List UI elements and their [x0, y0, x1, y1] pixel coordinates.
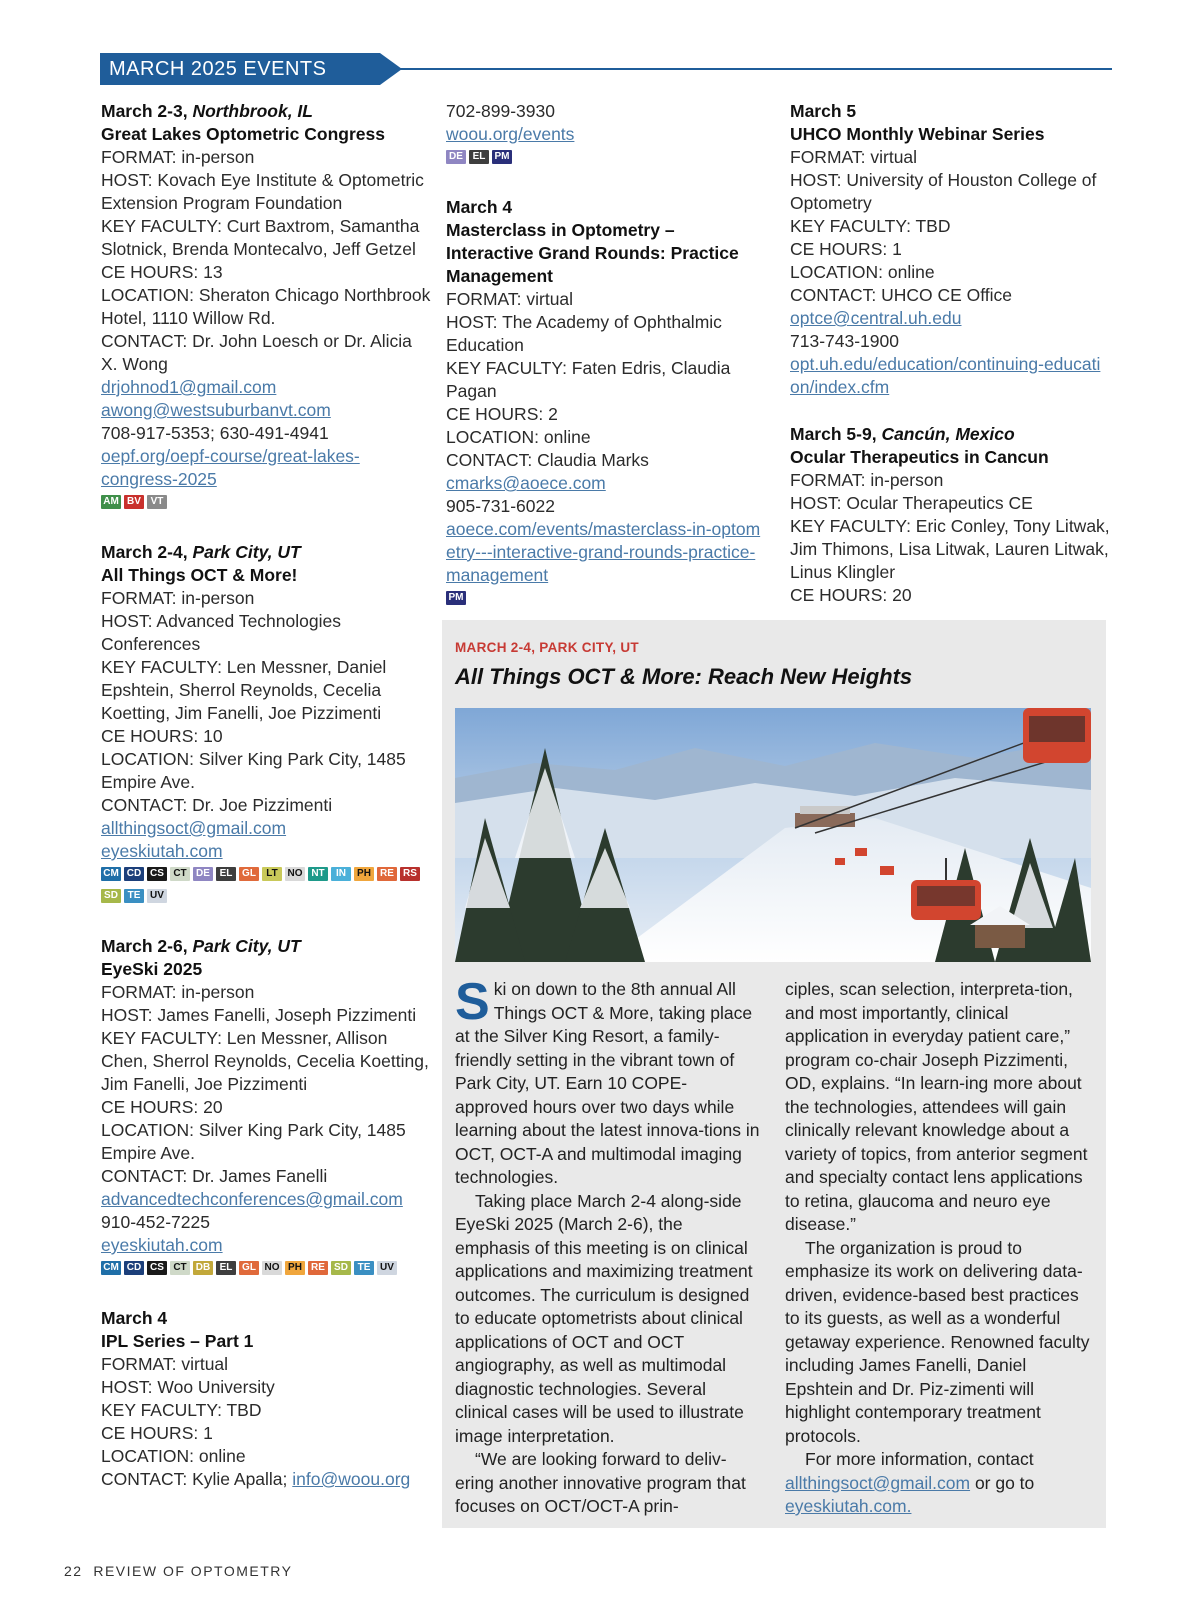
ce-badge-re: RE — [377, 867, 397, 881]
ce-badge-ct: CT — [170, 867, 190, 881]
ce-badge-el: EL — [216, 1261, 236, 1275]
event-email-link[interactable]: info@woou.org — [292, 1469, 411, 1489]
event-host: HOST: University of Houston College of Optometry — [790, 170, 1097, 213]
event-faculty: KEY FACULTY: Len Messner, Daniel Epshtein, Sherrol Reynolds, Cecelia Koetting, Jim Fanelli, Joe Pizzimenti — [101, 657, 387, 723]
ce-badge-ph: PH — [354, 867, 374, 881]
event-website-link[interactable]: eyeskiutah.com — [101, 1235, 223, 1255]
event-host: HOST: Woo University — [101, 1377, 275, 1397]
ce-badge-ct: CT — [170, 1261, 190, 1275]
event-phone: 910-452-7225 — [101, 1212, 210, 1232]
event-location: LOCATION: Silver King Park City, 1485 Empire Ave. — [101, 1120, 406, 1163]
ce-badge-cd: CD — [124, 1261, 144, 1275]
event-date: March 4 — [446, 197, 513, 217]
ce-badge-nt: NT — [308, 867, 328, 881]
section-header-rule — [396, 68, 1112, 70]
event-masterclass — [446, 196, 766, 613]
event-faculty: KEY FACULTY: Eric Conley, Tony Litwak, Jim Thimons, Lisa Litwak, Lauren Litwak, Linus Klingler — [790, 516, 1110, 582]
event-email-link[interactable]: awong@westsuburbanvt.com — [101, 400, 331, 420]
event-title: IPL Series – Part 1 — [101, 1331, 254, 1351]
event-badges — [101, 495, 431, 517]
feature-body-column-2 — [785, 978, 1090, 1519]
event-website-link[interactable]: eyeskiutah.com — [101, 841, 223, 861]
event-format: FORMAT: in-person — [790, 470, 944, 490]
event-contact: CONTACT: Kylie Apalla; info@woou.org — [101, 1469, 411, 1489]
feature-paragraph: “We are looking forward to deliv-ering another innovative program that focuses on OCT/OCT-A prin- — [455, 1449, 746, 1516]
ce-badge-el: EL — [469, 150, 489, 164]
event-phone: 708-917-5353; 630-491-4941 — [101, 423, 329, 443]
ce-badge-te: TE — [124, 889, 144, 903]
feature-paragraph: ciples, scan selection, interpreta-tion, and most importantly, clinical application in everyday patient care,” program co-chair Joseph Pizzimenti, OD, explains. “In learn-ing more about the technologies, attendees will gain clinically relevant knowledge about a variety of topics, from anterior segment and specialty contact lens applications to retina, glaucoma and neuro eye disease.” — [785, 979, 1088, 1234]
event-location: LOCATION: Silver King Park City, 1485 Empire Ave. — [101, 749, 406, 792]
events-column-2 — [446, 100, 766, 637]
event-great-lakes — [101, 100, 431, 517]
ce-badge-lt: LT — [262, 867, 282, 881]
feature-paragraph: The organization is proud to emphasize its work on delivering data-driven, evidence-based best practices to its guests, as well as a wonderful getaway experience. Renowned faculty including James Fanelli, Daniel Epshtein and Dr. Piz-zimenti will highlight contemporary treatment protocols. — [785, 1237, 1090, 1446]
feature-kicker: MARCH 2-4, PARK CITY, UT — [455, 640, 639, 655]
event-ce-hours: CE HOURS: 2 — [446, 404, 558, 424]
event-location: LOCATION: Sheraton Chicago Northbrook Hotel, 1110 Willow Rd. — [101, 285, 431, 328]
ce-badge-de: DE — [446, 150, 466, 164]
event-website-link[interactable]: opt.uh.edu/education/continuing-education/index.cfm — [790, 354, 1101, 397]
publication-name: REVIEW OF OPTOMETRY — [93, 1563, 293, 1579]
event-badges — [101, 1261, 431, 1283]
event-website-link[interactable]: woou.org/events — [446, 124, 575, 144]
section-header-label: MARCH 2025 EVENTS — [100, 53, 380, 85]
ce-badge-de: DE — [193, 867, 213, 881]
events-column-3 — [790, 100, 1110, 631]
event-faculty: KEY FACULTY: TBD — [790, 216, 951, 236]
event-format: FORMAT: in-person — [101, 147, 255, 167]
event-date: March 5-9, Cancún, Mexico — [790, 424, 1015, 444]
ce-badge-uv: UV — [147, 889, 167, 903]
feature-body-column-1 — [455, 973, 760, 1519]
event-email-link[interactable]: allthingsoct@gmail.com — [101, 818, 287, 838]
event-format: FORMAT: virtual — [446, 289, 574, 309]
ce-badge-pm: PM — [492, 150, 512, 164]
event-contact: CONTACT: Dr. Joe Pizzimenti — [101, 795, 333, 815]
ce-badge-in: IN — [331, 867, 351, 881]
event-ce-hours: CE HOURS: 1 — [101, 1423, 213, 1443]
ce-badge-ph: PH — [285, 1261, 305, 1275]
event-host: HOST: Advanced Technologies Conferences — [101, 611, 341, 654]
event-eyeski — [101, 935, 431, 1283]
event-contact: CONTACT: Dr. John Loesch or Dr. Alicia X. Wong — [101, 331, 412, 374]
event-date: March 5 — [790, 101, 857, 121]
ce-badge-sd: SD — [101, 889, 121, 903]
event-ipl-series — [101, 1307, 431, 1491]
event-host: HOST: Ocular Therapeutics CE — [790, 493, 1033, 513]
event-contact: CONTACT: Claudia Marks — [446, 450, 649, 470]
event-location: LOCATION: online — [101, 1446, 246, 1466]
feature-title: All Things OCT & More: Reach New Heights — [455, 664, 913, 689]
event-location: LOCATION: online — [790, 262, 935, 282]
feature-paragraph: Taking place March 2-4 along-side EyeSki 2025 (March 2-6), the emphasis of this meeting is on clinical applications and maximizing treatment outcomes. The curriculum is designed to educate optometrists about clinical applications of OCT and OCT angiography, as well as multimodal diagnostic technologies. Several clinical cases will be used to illustrate image interpretation. — [455, 1190, 753, 1446]
feature-dropcap: S — [455, 973, 490, 1031]
event-email-link[interactable]: advancedtechconferences@gmail.com — [101, 1189, 403, 1209]
event-ce-hours: CE HOURS: 20 — [790, 585, 912, 605]
event-website-link[interactable]: aoece.com/events/masterclass-in-optometry---interactive-grand-rounds-practice-management — [446, 519, 761, 585]
event-host: HOST: James Fanelli, Joseph Pizzimenti — [101, 1005, 417, 1025]
ce-badge-el: EL — [216, 867, 236, 881]
event-title: EyeSki 2025 — [101, 959, 203, 979]
event-faculty: KEY FACULTY: Curt Baxtrom, Samantha Slotnick, Brenda Montecalvo, Jeff Getzel — [101, 216, 420, 259]
feature-email-link[interactable]: allthingsoct@gmail.com — [785, 1472, 971, 1493]
ce-badge-gl: GL — [239, 867, 259, 881]
event-faculty: KEY FACULTY: Faten Edris, Claudia Pagan — [446, 358, 731, 401]
ce-badge-te: TE — [354, 1261, 374, 1275]
event-email-link[interactable]: optce@central.uh.edu — [790, 308, 962, 328]
ce-badge-cd: CD — [124, 867, 144, 881]
ski-resort-illustration — [455, 708, 1091, 962]
feature-paragraph: ki on down to the 8th annual All Things OCT & More, taking place at the Silver King Resort, a family-friendly setting in the vibrant town of Park City, UT. Earn 10 COPE-approved hours over two days while learning about the latest innova-tions in OCT, OCT-A and multimodal imaging technologies. — [455, 979, 760, 1187]
page-number: 22 — [64, 1563, 83, 1579]
event-uhco-webinar — [790, 100, 1110, 399]
event-ce-hours: CE HOURS: 20 — [101, 1097, 223, 1117]
event-contact: CONTACT: Dr. James Fanelli — [101, 1166, 328, 1186]
feature-paragraph-contact: For more information, contact allthingsoct@gmail.com or go to eyeskiutah.com. — [785, 1449, 1035, 1516]
ce-badge-rs: RS — [400, 867, 420, 881]
ce-badge-pm: PM — [446, 591, 466, 605]
event-host: HOST: Kovach Eye Institute & Optometric Extension Program Foundation — [101, 170, 424, 213]
event-title: All Things OCT & More! — [101, 565, 298, 585]
event-format: FORMAT: virtual — [790, 147, 918, 167]
event-format: FORMAT: in-person — [101, 982, 255, 1002]
event-ce-hours: CE HOURS: 1 — [790, 239, 902, 259]
event-website-link[interactable]: oepf.org/oepf-course/great-lakes-congress-2025 — [101, 446, 360, 489]
ce-badge-db: DB — [193, 1261, 213, 1275]
ce-badge-am: AM — [101, 495, 121, 509]
ce-badge-uv: UV — [377, 1261, 397, 1275]
ce-badge-bv: BV — [124, 495, 144, 509]
event-format: FORMAT: in-person — [101, 588, 255, 608]
event-host: HOST: The Academy of Ophthalmic Education — [446, 312, 722, 355]
ski-resort-photo — [455, 708, 1091, 962]
ce-badge-no: NO — [262, 1261, 282, 1275]
event-contact: CONTACT: UHCO CE Office — [790, 285, 1013, 305]
section-header — [100, 53, 1112, 85]
event-phone: 713-743-1900 — [790, 331, 899, 351]
event-ocular-therapeutics — [790, 423, 1110, 607]
event-email-link[interactable]: cmarks@aoece.com — [446, 473, 606, 493]
event-all-things-oct — [101, 541, 431, 911]
ce-badge-cm: CM — [101, 1261, 121, 1275]
event-ipl-series-continued — [446, 100, 766, 172]
event-phone: 905-731-6022 — [446, 496, 555, 516]
events-column-1 — [101, 100, 431, 1515]
event-date: March 4 — [101, 1308, 168, 1328]
feature-website-link[interactable]: eyeskiutah.com. — [785, 1496, 912, 1516]
event-location: LOCATION: online — [446, 427, 591, 447]
event-phone: 702-899-3930 — [446, 101, 555, 121]
event-title: Great Lakes Optometric Congress — [101, 124, 385, 144]
feature-sidebar — [442, 620, 1106, 1528]
event-title: UHCO Monthly Webinar Series — [790, 124, 1045, 144]
event-format: FORMAT: virtual — [101, 1354, 229, 1374]
event-date: March 2-3, Northbrook, IL — [101, 101, 313, 121]
ce-badge-cs: CS — [147, 1261, 167, 1275]
event-ce-hours: CE HOURS: 10 — [101, 726, 223, 746]
ce-badge-cs: CS — [147, 867, 167, 881]
event-faculty: KEY FACULTY: Len Messner, Allison Chen, Sherrol Reynolds, Cecelia Koetting, Jim Fanelli, Joe Pizzimenti — [101, 1028, 429, 1094]
event-badges — [446, 591, 766, 613]
page-footer — [64, 1563, 292, 1579]
event-faculty: KEY FACULTY: TBD — [101, 1400, 262, 1420]
ce-badge-no: NO — [285, 867, 305, 881]
event-badges — [446, 150, 766, 172]
ce-badge-gl: GL — [239, 1261, 259, 1275]
ce-badge-cm: CM — [101, 867, 121, 881]
ce-badge-vt: VT — [147, 495, 167, 509]
event-title: Masterclass in Optometry – Interactive Grand Rounds: Practice Management — [446, 220, 739, 286]
event-title: Ocular Therapeutics in Cancun — [790, 447, 1049, 467]
event-date: March 2-4, Park City, UT — [101, 542, 301, 562]
event-email-link[interactable]: drjohnod1@gmail.com — [101, 377, 277, 397]
ce-badge-re: RE — [308, 1261, 328, 1275]
event-ce-hours: CE HOURS: 13 — [101, 262, 223, 282]
event-badges — [101, 867, 431, 911]
event-date: March 2-6, Park City, UT — [101, 936, 301, 956]
ce-badge-sd: SD — [331, 1261, 351, 1275]
